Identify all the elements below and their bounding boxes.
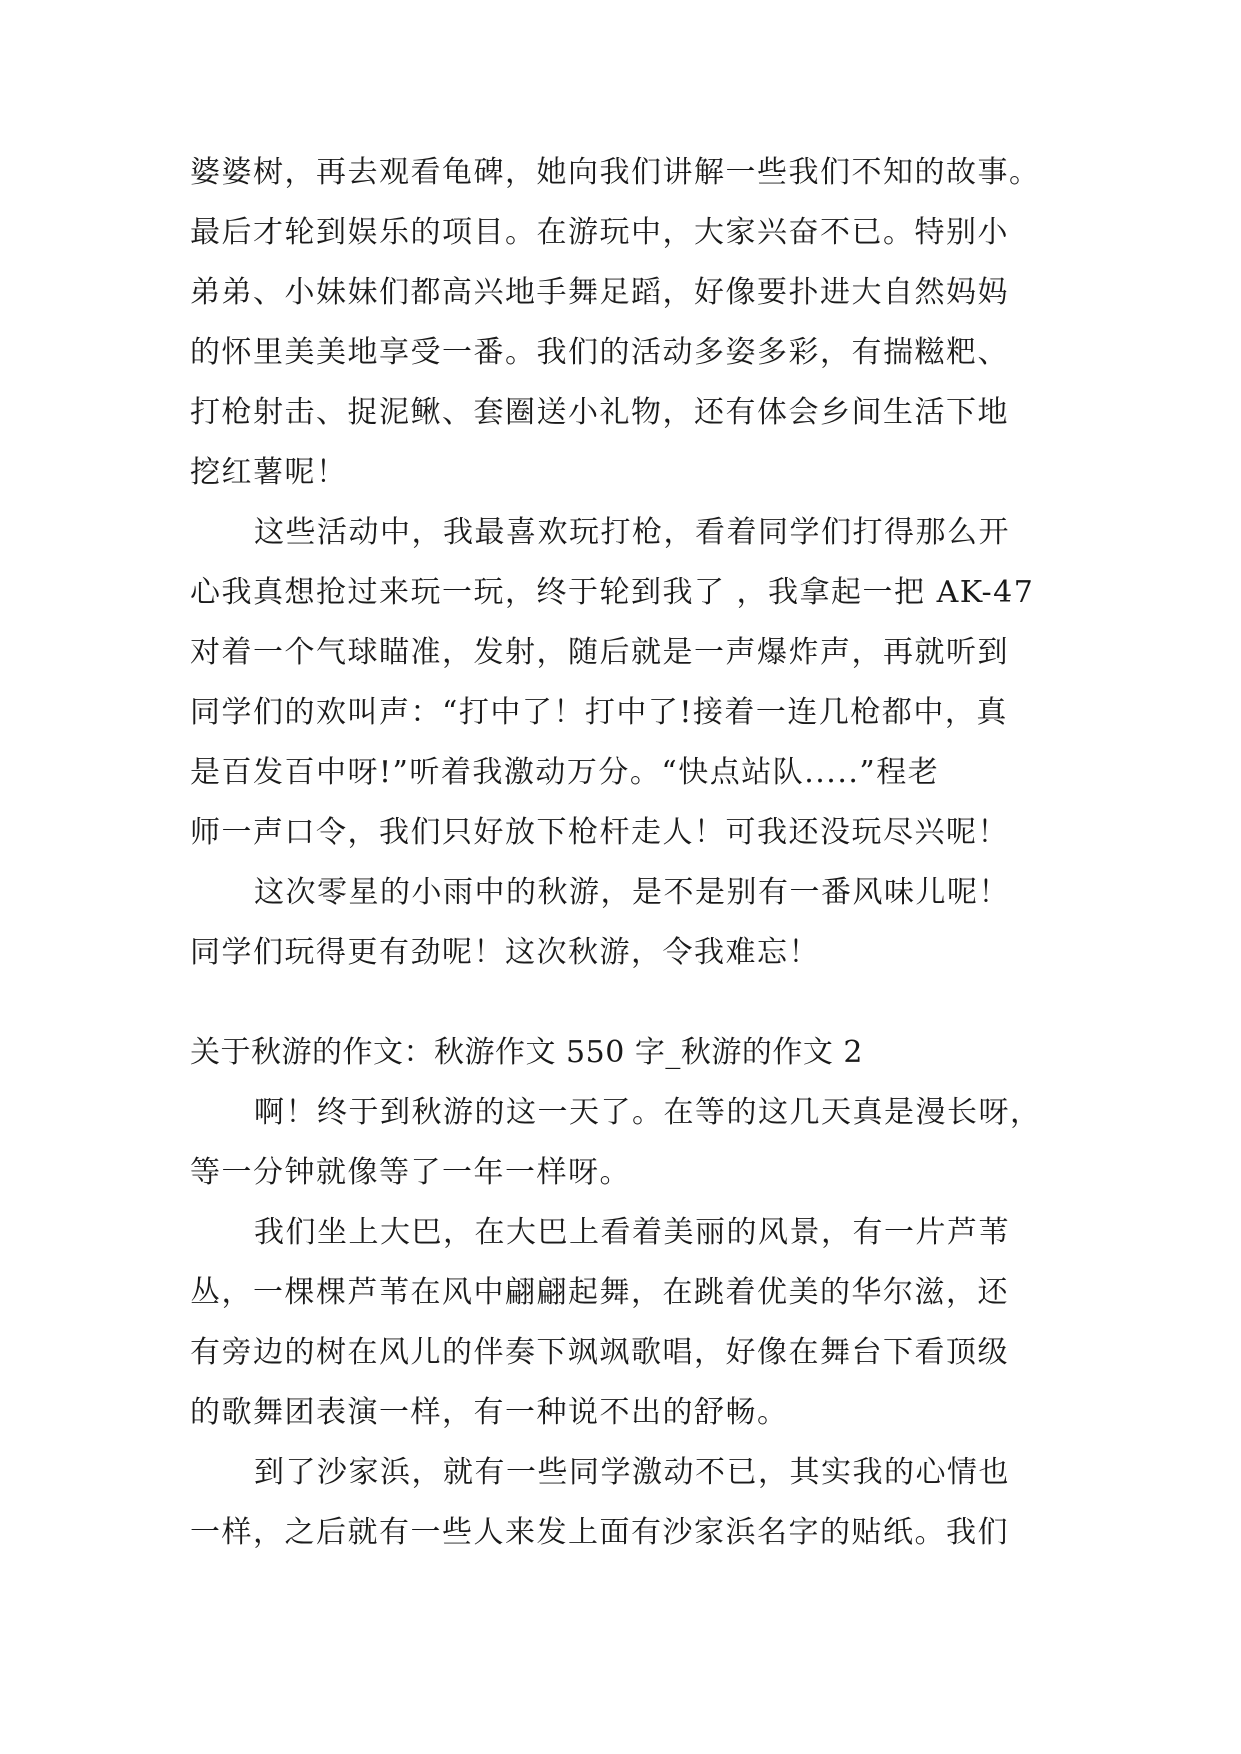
paragraph-first-line: 这些活动中，我最喜欢玩打枪，看着同学们打得那么开: [254, 515, 1010, 550]
text-line: 师一声口令，我们只好放下枪杆走人！可我还没玩尽兴呢！: [190, 815, 1009, 850]
text-line: 同学们玩得更有劲呢！这次秋游，令我难忘！: [190, 935, 820, 970]
text-line: 是百发百中呀!”听着我激动万分。“快点站队.....”程老: [190, 755, 940, 790]
text-line: 一样，之后就有一些人来发上面有沙家浜名字的贴纸。我们: [190, 1515, 1009, 1550]
text-line: 等一分钟就像等了一年一样呀。: [190, 1155, 631, 1190]
text-line: 丛，一棵棵芦苇在风中翩翩起舞，在跳着优美的华尔滋，还: [190, 1275, 1009, 1310]
paragraph-first-line: 我们坐上大巴，在大巴上看着美丽的风景，有一片芦苇: [254, 1215, 1010, 1250]
text-line: 弟弟、小妹妹们都高兴地手舞足蹈，好像要扑进大自然妈妈: [190, 275, 1009, 310]
text-line: 的歌舞团表演一样，有一种说不出的舒畅。: [190, 1395, 789, 1430]
paragraph-first-line: 到了沙家浜，就有一些同学激动不已，其实我的心情也: [254, 1455, 1010, 1490]
paragraph-first-line: 啊！终于到秋游的这一天了。在等的这几天真是漫长呀，: [254, 1095, 1042, 1130]
text-line: 挖红薯呢！: [190, 455, 348, 490]
text-line: 最后才轮到娱乐的项目。在游玩中，大家兴奋不已。特别小: [190, 215, 1009, 250]
text-line: 心我真想抢过来玩一玩，终于轮到我了 ，我拿起一把 AK-47: [190, 575, 1035, 610]
text-line: 的怀里美美地享受一番。我们的活动多姿多彩，有揣糍粑、: [190, 335, 1009, 370]
text-line: 打枪射击、捉泥鳅、套圈送小礼物，还有体会乡间生活下地: [190, 395, 1009, 430]
text-line: 婆婆树，再去观看龟碑，她向我们讲解一些我们不知的故事。: [190, 155, 1041, 190]
paragraph-first-line: 这次零星的小雨中的秋游，是不是别有一番风味儿呢！: [254, 875, 1010, 910]
section-title: 关于秋游的作文：秋游作文 550 字_秋游的作文 2: [190, 1035, 863, 1070]
text-line: 对着一个气球瞄准，发射，随后就是一声爆炸声，再就听到: [190, 635, 1009, 670]
text-line: 有旁边的树在风儿的伴奏下飒飒歌唱，好像在舞台下看顶级: [190, 1335, 1009, 1370]
text-line: 同学们的欢叫声：“打中了！打中了!接着一连几枪都中，真: [190, 695, 1008, 730]
